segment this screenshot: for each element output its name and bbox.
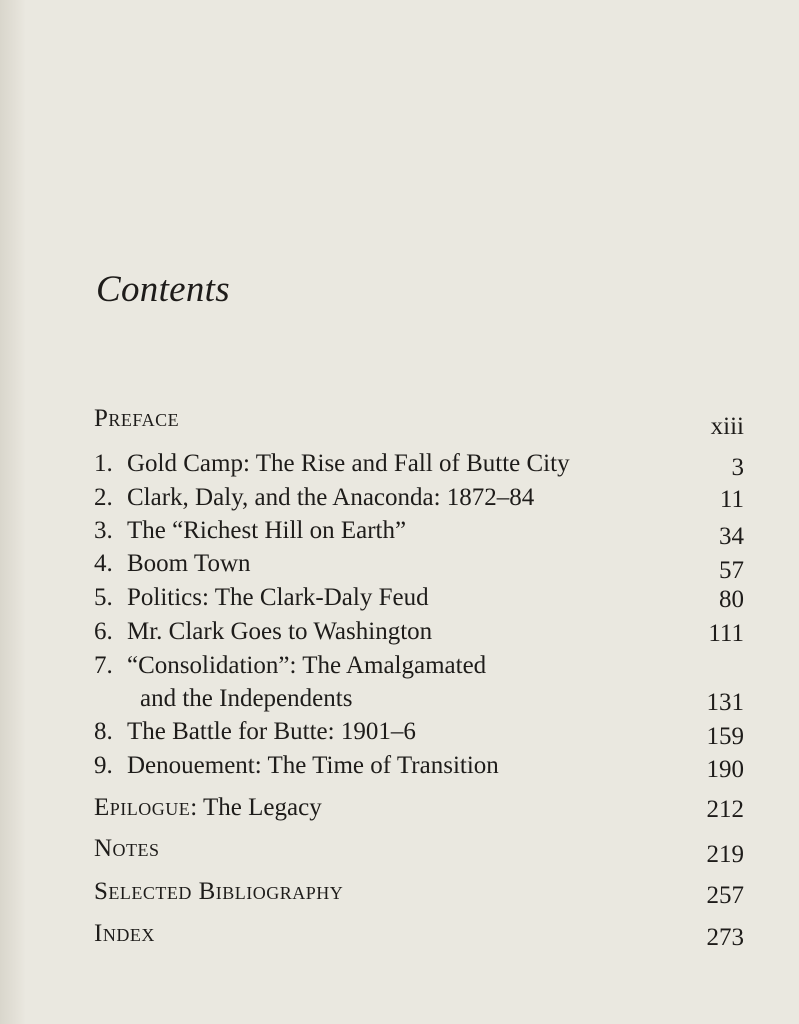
chapter-number: 3.	[94, 517, 113, 544]
toc-entry-chapter-4[interactable]	[94, 547, 744, 584]
toc-entry-chapter-8[interactable]	[94, 715, 744, 749]
toc-entry-chapter-5[interactable]	[94, 581, 744, 615]
preface-page: xiii	[710, 413, 744, 440]
chapter-page: 80	[719, 586, 744, 613]
chapter-page: 57	[719, 557, 744, 584]
page-title: Contents	[96, 269, 230, 310]
chapter-page: 131	[706, 689, 744, 716]
chapter-number: 9.	[94, 752, 113, 779]
chapter-title: Gold Camp: The Rise and Fall of Butte City	[127, 450, 570, 477]
chapter-title: “Consolidation”: The Amalgamated	[127, 652, 487, 679]
epilogue-label: Epilogue: The Legacy	[94, 794, 322, 821]
chapter-number: 2.	[94, 484, 113, 511]
toc-entry-preface[interactable]	[94, 402, 744, 440]
chapter-title: Boom Town	[127, 550, 251, 577]
toc-entry-index[interactable]	[94, 917, 744, 951]
bibliography-label: Selected Bibliography	[94, 878, 344, 905]
chapter-number: 1.	[94, 450, 113, 477]
toc-entry-chapter-7-cont[interactable]	[94, 682, 744, 716]
index-label: Index	[94, 920, 155, 947]
chapter-title: Mr. Clark Goes to Washington	[127, 618, 433, 645]
chapter-page: 3	[731, 454, 744, 481]
chapter-title: Politics: The Clark-Daly Feud	[127, 584, 429, 611]
chapter-page: 190	[706, 756, 744, 783]
chapter-number: 6.	[94, 618, 113, 645]
chapter-title: Denouement: The Time of Transition	[127, 752, 499, 779]
toc-entry-bibliography[interactable]	[94, 875, 744, 909]
chapter-page: 159	[706, 723, 744, 750]
toc-entry-chapter-2[interactable]	[94, 481, 744, 515]
epilogue-page: 212	[706, 796, 744, 823]
chapter-page: 11	[719, 486, 744, 513]
toc-entry-chapter-1[interactable]	[94, 447, 744, 481]
toc-entry-chapter-9[interactable]	[94, 749, 744, 783]
toc-entry-chapter-7[interactable]	[94, 649, 744, 683]
page-edge	[0, 0, 26, 1024]
notes-label: Notes	[94, 835, 160, 862]
chapter-page: 111	[708, 620, 744, 647]
preface-label: Preface	[94, 405, 180, 432]
bibliography-page: 257	[706, 882, 744, 909]
chapter-number: 8.	[94, 718, 113, 745]
chapter-number: 5.	[94, 584, 113, 611]
chapter-number: 7.	[94, 652, 113, 679]
index-page: 273	[706, 924, 744, 951]
toc-entry-epilogue[interactable]	[94, 791, 744, 825]
toc-entry-notes[interactable]	[94, 832, 744, 866]
toc-entry-chapter-3[interactable]	[94, 514, 744, 548]
chapter-title: Clark, Daly, and the Anaconda: 1872–84	[127, 484, 535, 511]
chapter-number: 4.	[94, 550, 113, 577]
chapter-title: The “Richest Hill on Earth”	[127, 517, 407, 544]
toc-entry-chapter-6[interactable]	[94, 615, 744, 649]
chapter-title-continued: and the Independents	[140, 685, 353, 712]
notes-page: 219	[706, 841, 744, 868]
chapter-page: 34	[719, 523, 744, 550]
chapter-title: The Battle for Butte: 1901–6	[127, 718, 416, 745]
